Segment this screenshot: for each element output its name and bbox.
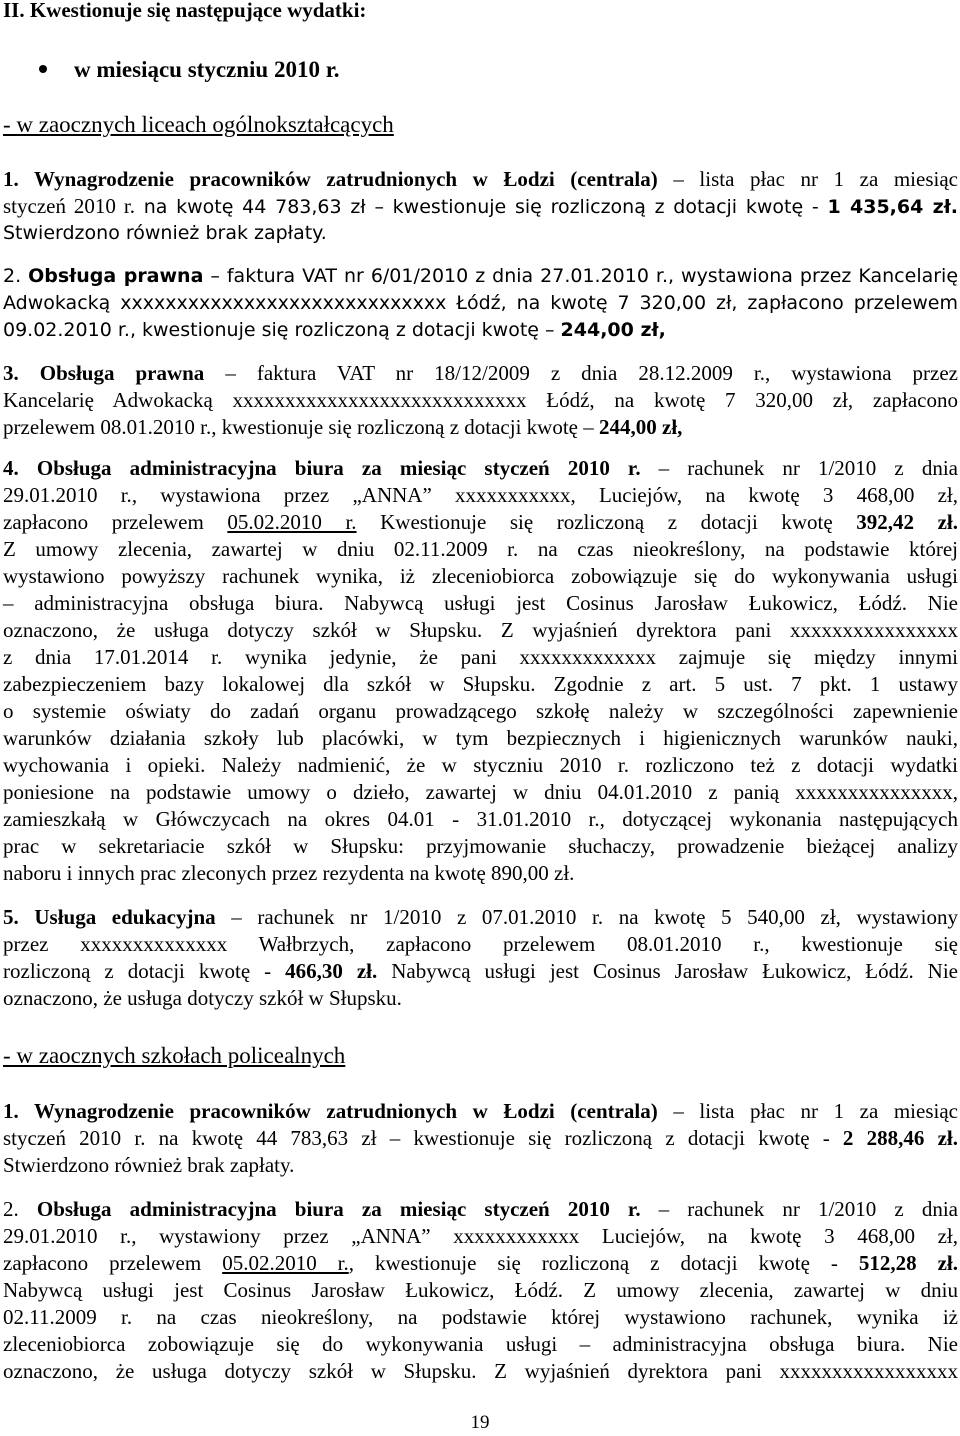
s2-item2-line4: Nabywcą usługi jest Cosinus Jarosław Łukowicz, Łódź. Z umowy zlecenia, zawartej w dniu [3,1278,958,1302]
s1-item3-line3: przelewem 08.01.2010 r., kwestionuje się rozliczoną z dotacji kwotę – 244,00 zł, [3,415,683,439]
s1-item2-line2: Adwokacką xxxxxxxxxxxxxxxxxxxxxxxxxxxxx Łódź, na kwotę 7 320,00 zł, zapłacono przelewem [3,292,958,314]
s1-item5-line3: rozliczoną z dotacji kwotę - 466,30 zł. Nabywcą usługi jest Cosinus Jarosław Łukowicz, Łódź. Nie [3,959,958,983]
s1-item4-line14: zamieszkałą w Główczycach na okres 04.01 - 31.01.2010 r., dotyczącej wykonania następujących [3,807,958,831]
s1-item4-line11: warunków działania szkoły lub placówki, w tym bezpiecznych i higienicznych warunków nauki, [3,726,958,750]
s2-item2-line6: zleceniobiorca zobowiązuje się do wykonywania usługi – administracyjna obsługa biura. Nie [3,1332,958,1356]
s1-item5-line4: oznaczono, że usługa dotyczy szkół w Słupsku. [3,986,402,1010]
s2-item2-line2: 29.01.2010 r., wystawiony przez „ANNA” xxxxxxxxxxxx Luciejów, na kwotę 3 468,00 zł, [3,1224,958,1248]
s1-item4-line15: prac w sekretariacie szkół w Słupsku: przyjmowanie słuchaczy, prowadzenie bieżącej analizy [3,834,958,858]
s1-item4-line12: wychowania i opieki. Należy nadmienić, że w styczniu 2010 r. rozliczono też z dotacji wydatki [3,753,958,777]
s1-item4-line5: wystawiono powyższy rachunek wynika, iż zleceniobiorca zobowiązuje się do wykonywania usługi [3,564,958,588]
s2-item2-line5: 02.11.2009 r. na czas nieokreślony, na podstawie której wystawiono rachunek, wynika iż [3,1305,958,1329]
section-title-policealne: - w zaocznych szkołach policealnych [3,1043,346,1068]
s1-item4-line13: poniesione na podstawie umowy o dzieło, zawartej w dniu 04.01.2010 z panią xxxxxxxxxxxxxxx, [3,780,958,804]
s2-item1-line1: 1. Wynagrodzenie pracowników zatrudnionych w Łodzi (centrala) – lista płac nr 1 za miesiąc [3,1099,958,1123]
s2-item2-line3: zapłacono przelewem 05.02.2010 r., kwestionuje się rozliczoną z dotacji kwotę - 512,28 zł. [3,1251,958,1275]
s2-item2-line1: 2. Obsługa administracyjna biura za miesiąc styczeń 2010 r. – rachunek nr 1/2010 z dnia [3,1197,958,1221]
s1-item5-line1: 5. Usługa edukacyjna – rachunek nr 1/2010 z 07.01.2010 r. na kwotę 5 540,00 zł, wystawiony [3,905,959,929]
s1-item1-line3: Stwierdzono również brak zapłaty. [3,222,327,244]
s1-item4-line8: z dnia 17.01.2014 r. wynika jedynie, że pani xxxxxxxxxxxxx zajmuje się między innymi [3,645,959,669]
bullet-item: w miesiącu styczniu 2010 r. [74,57,340,82]
s1-item3-line2: Kancelarię Adwokacką xxxxxxxxxxxxxxxxxxxxxxxxxxxx Łódź, na kwotę 7 320,00 zł, zapłacono [3,388,958,412]
s2-item1-line3: Stwierdzono również brak zapłaty. [3,1153,295,1177]
s1-item4-line9: zabezpieczeniem bazy lokalowej dla szkół w Słupsku. Zgodnie z art. 5 ust. 7 pkt. 1 ustawy [3,672,958,696]
s1-item4-line1: 4. Obsługa administracyjna biura za miesiąc styczeń 2010 r. – rachunek nr 1/2010 z dnia [3,456,958,480]
s1-item4-line4: Z umowy zlecenia, zawartej w dniu 02.11.2009 r. na czas nieokreślony, na podstawie której [3,537,958,561]
s1-item4-line3: zapłacono przelewem 05.02.2010 r. Kwestionuje się rozliczoną z dotacji kwotę 392,42 zł. [3,510,958,534]
s1-item1-line2: styczeń 2010 r. na kwotę 44 783,63 zł – kwestionuje się rozliczoną z dotacji kwotę - 1 435,64 zł. [3,194,958,218]
s1-item4-line7: oznaczono, że usługa dotyczy szkół w Słupsku. Z wyjaśnień dyrektora pani xxxxxxxxxxxxxxxx [3,618,958,642]
s1-item2-line1: 2. Obsługa prawna – faktura VAT nr 6/01/2010 z dnia 27.01.2010 r., wystawiona przez Kancelarię [3,265,959,287]
s1-item2-line3: 09.02.2010 r., kwestionuje się rozliczoną z dotacji kwotę – 244,00 zł, [3,319,666,341]
s2-item2-line7: oznaczono, że usługa dotyczy szkół w Słupsku. Z wyjaśnień dyrektora pani xxxxxxxxxxxxxxxxx [3,1359,958,1383]
s1-item3-line1: 3. Obsługa prawna – faktura VAT nr 18/12/2009 z dnia 28.12.2009 r., wystawiona przez [3,361,958,385]
s1-item4-line2: 29.01.2010 r., wystawiona przez „ANNA” xxxxxxxxxxx, Luciejów, na kwotę 3 468,00 zł, [3,483,959,507]
heading: II. Kwestionuje się następujące wydatki: [3,0,367,22]
s1-item4-line6: – administracyjna obsługa biura. Nabywcą usługi jest Cosinus Jarosław Łukowicz, Łódź. Nie [3,591,958,615]
s1-item1-line1: 1. Wynagrodzenie pracowników zatrudnionych w Łodzi (centrala) – lista płac nr 1 za miesiąc [3,167,958,191]
s1-item4-line16: naboru i innych prac zleconych przez rezydenta na kwotę 890,00 zł. [3,861,575,885]
page-number: 19 [470,1412,490,1433]
s2-item1-line2: styczeń 2010 r. na kwotę 44 783,63 zł – kwestionuje się rozliczoną z dotacji kwotę - 2 288,46 zł. [3,1126,958,1150]
s1-item4-line10: o systemie oświaty do zadań organu prowadzącego szkołę należy w szczególności zapewnienie [3,699,958,723]
s1-item5-line2: przez xxxxxxxxxxxxxx Wałbrzych, zapłacono przelewem 08.01.2010 r., kwestionuje się [3,932,958,956]
bullet-dot-icon [39,65,47,73]
section-title-licea: - w zaocznych liceach ogólnokształcących [3,112,394,137]
